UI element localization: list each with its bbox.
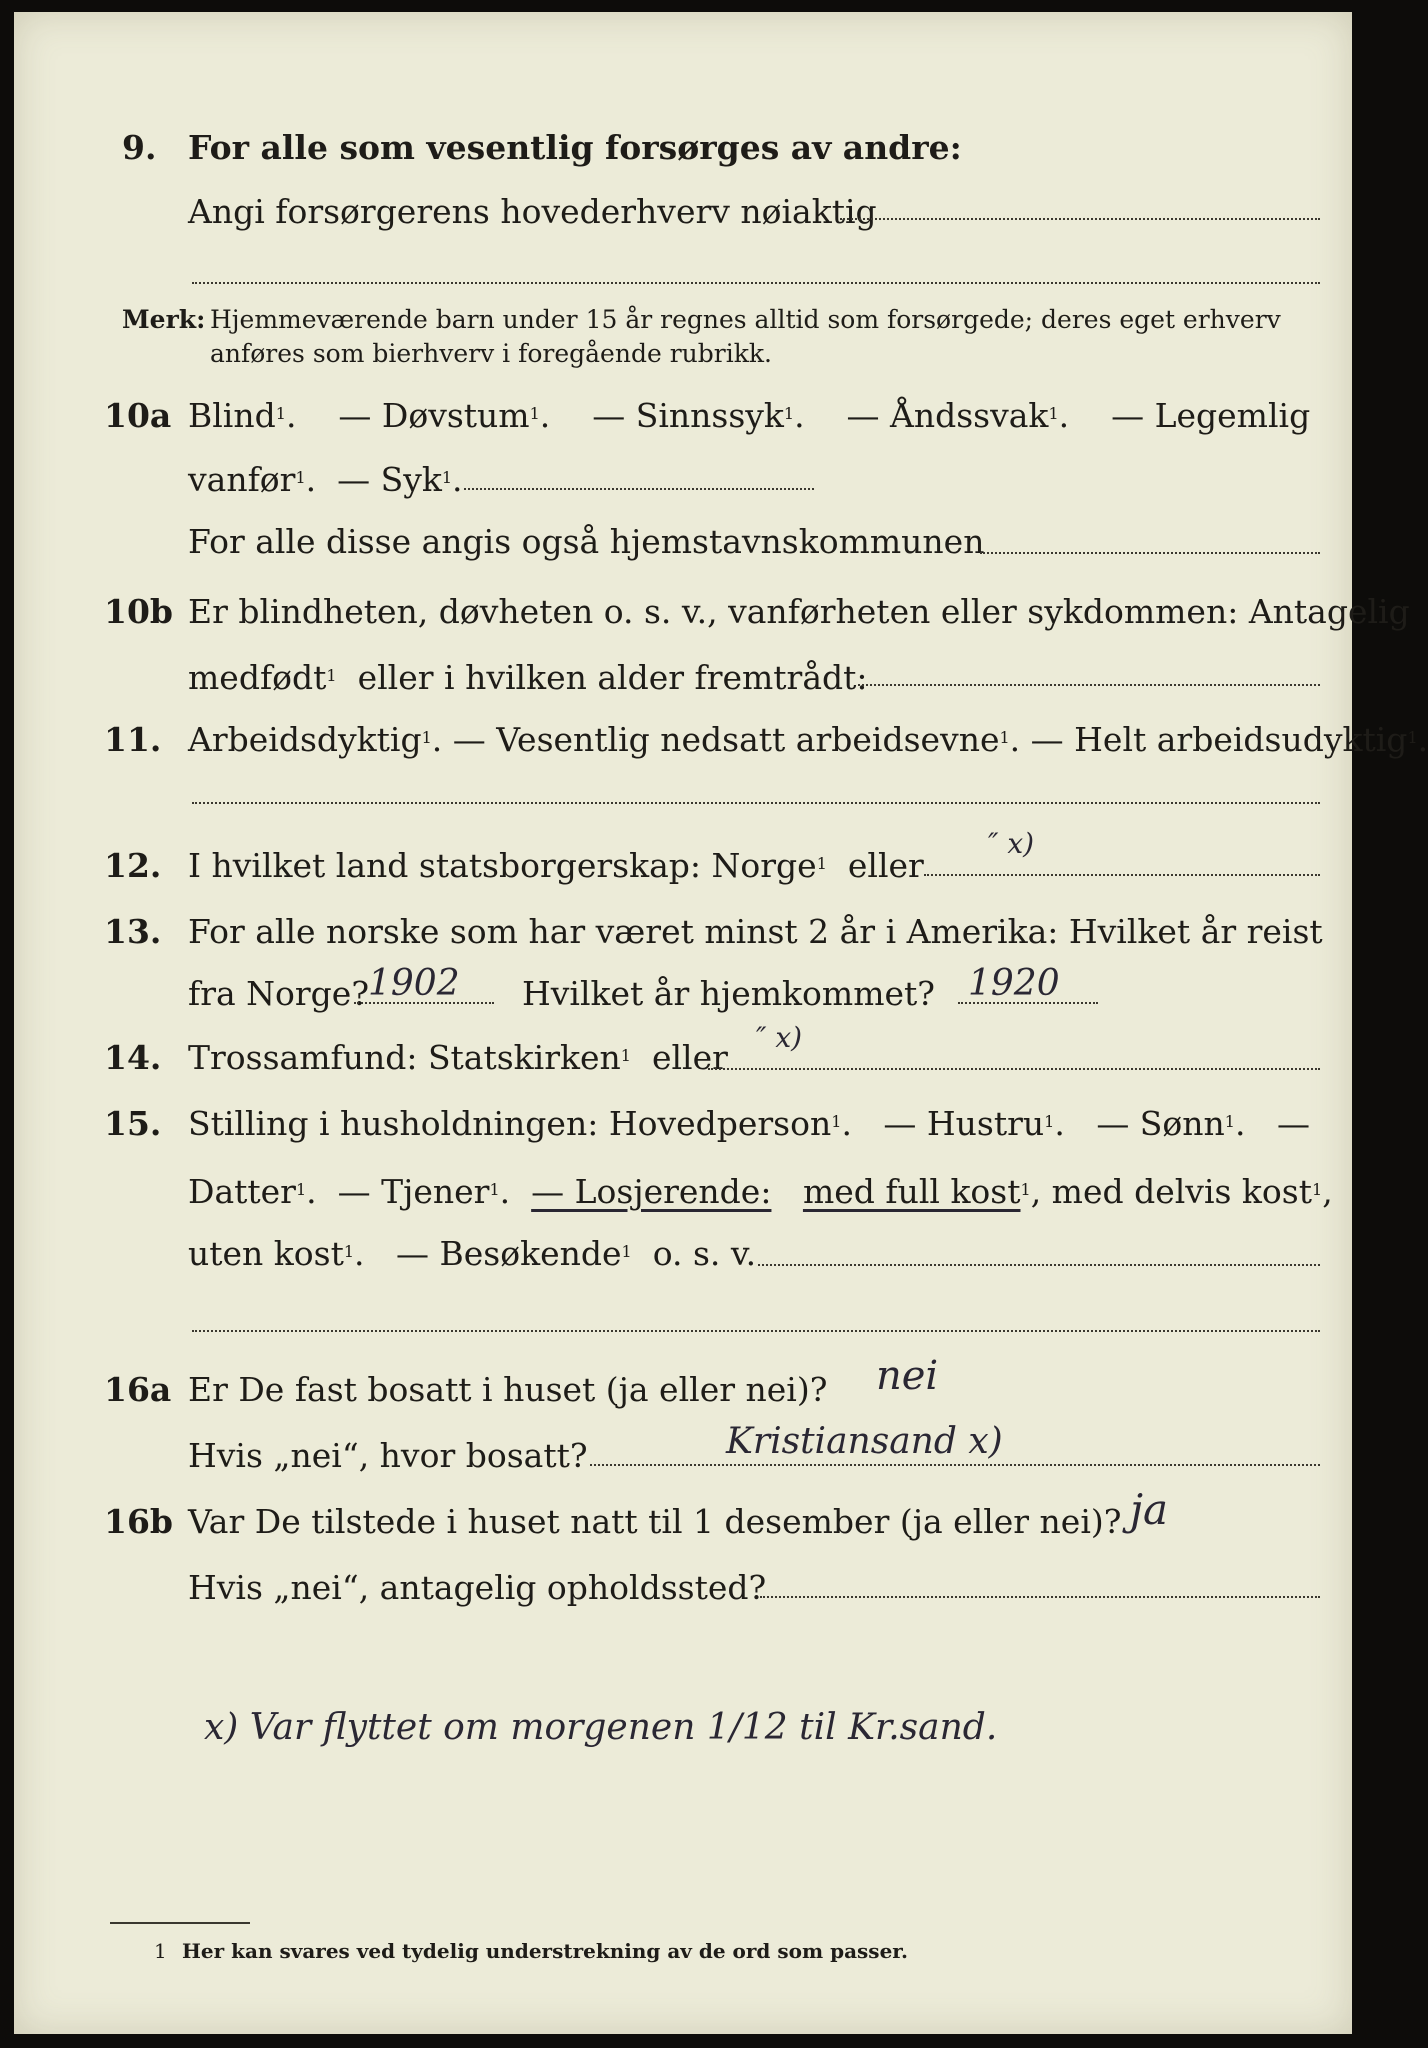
q16b-line2: Hvis „nei“, antagelig opholdssted?	[188, 1568, 767, 1607]
sup-mark: 1	[489, 1180, 500, 1199]
q10a-line2: vanfør$^1$. — Syk$^1$.	[188, 460, 463, 499]
q14-line	[188, 1038, 728, 1078]
sup-mark: 1	[1407, 728, 1418, 747]
q15-hustru: — Hustru	[883, 1104, 1045, 1143]
sup-mark: 1	[1224, 1112, 1235, 1131]
q15-line2: Datter$^1$. — Tjener$^1$. — Losjerende: med full kost$^1$, med delvis kost$^1$,	[188, 1172, 1333, 1211]
q10a-line1: Blind$^1$. — Døvstum$^1$. — Sinnssyk$^1$. — Åndssvak$^1$. — Legemlig	[188, 396, 1311, 435]
sup-mark: 1	[1020, 1180, 1031, 1199]
q15-delvis-kost: , med delvis kost	[1030, 1172, 1312, 1211]
q10a-dovstum: — Døvstum	[338, 396, 530, 435]
sup-mark: 1	[529, 404, 540, 423]
merk-label: Merk:	[122, 305, 206, 334]
q10a-syk: — Syk	[337, 460, 442, 499]
q16a-answer2-line[interactable]	[590, 1464, 1320, 1466]
sup-mark: 1	[621, 1242, 632, 1261]
q15-losjerende: — Losjerende:	[531, 1172, 772, 1211]
q16b-answer1: ja	[1130, 1485, 1169, 1534]
q10a-blind: Blind	[188, 396, 276, 435]
q15-osv: o. s. v.	[652, 1234, 757, 1273]
footnote-rule	[110, 1922, 250, 1924]
sup-mark: 1	[999, 728, 1010, 747]
q13-line1: For alle norske som har været minst 2 år i Amerika: Hvilket år reist	[188, 912, 1323, 951]
q16a-number: 16a	[104, 1370, 172, 1409]
q10a-answer-line[interactable]	[464, 488, 814, 490]
footnote-text: Her kan svares ved tydelig understrekning av de ord som passer.	[182, 1939, 908, 1963]
q12-eller: eller	[847, 846, 924, 885]
q10b-alder: eller i hvilken alder fremtrådt:	[357, 658, 868, 697]
sup-mark: 1	[295, 1180, 307, 1199]
q12-text: I hvilket land statsborgerskap: Norge	[188, 846, 817, 885]
q15-hovedperson: Stilling i husholdningen: Hovedperson	[188, 1104, 832, 1143]
census-form-page	[14, 12, 1428, 2034]
q10b-answer-line[interactable]	[858, 684, 1320, 686]
q15-dash: —	[1276, 1104, 1310, 1143]
q10b-number: 10b	[104, 592, 173, 631]
merk-line2: anføres som bierhverv i foregående rubrikk.	[210, 339, 772, 368]
q13-answer2: 1920	[968, 963, 1060, 1004]
q9-line2: Angi forsørgerens hovederhverv nøiaktig	[188, 192, 877, 231]
q10a-andssvak: — Åndssvak	[846, 396, 1049, 435]
sup-mark: 1	[783, 404, 795, 423]
q15-full-kost: med full kost	[802, 1172, 1021, 1211]
q15-datter: Datter	[188, 1172, 296, 1211]
q13-number: 13.	[104, 912, 162, 951]
q10a-vanfor: vanfør	[188, 460, 296, 499]
q10a-number: 10a	[104, 396, 172, 435]
q11-number: 11.	[104, 720, 162, 759]
q10a-line3: For alle disse angis også hjemstavnskommunen	[188, 522, 985, 561]
q15-line1: Stilling i husholdningen: Hovedperson$^1$. — Hustru$^1$. — Sønn$^1$. —	[188, 1104, 1310, 1143]
sup-mark: 1	[295, 468, 306, 487]
q12-answer-line[interactable]	[924, 874, 1320, 876]
q10a-hjemstavn-line[interactable]	[980, 552, 1320, 554]
sup-mark: 1	[343, 1242, 355, 1261]
q16b-answer2-line[interactable]	[760, 1596, 1320, 1598]
q16a-line2: Hvis „nei“, hvor bosatt?	[188, 1436, 588, 1475]
q14-number: 14.	[104, 1038, 162, 1077]
q13-line2a: fra Norge?	[188, 974, 370, 1013]
q16a-answer1: nei	[876, 1353, 939, 1399]
sup-mark: 1	[1312, 1180, 1323, 1199]
q11-arbeidsdyktig: Arbeidsdyktig	[188, 720, 422, 759]
q15-answer-line-2[interactable]	[192, 1330, 1320, 1332]
q15-sonn: — Sønn	[1096, 1104, 1225, 1143]
sup-mark: 1	[326, 666, 337, 685]
q10b-line1: Er blindheten, døvheten o. s. v., vanførheten eller sykdommen: Antagelig	[188, 592, 1410, 631]
q10b-medfodt: medfødt	[188, 658, 327, 697]
q12-line	[188, 846, 924, 886]
q16a-line1: Er De fast bosatt i huset (ja eller nei)?	[188, 1370, 828, 1409]
q11-udyktig: — Helt arbeidsudyktig	[1030, 720, 1408, 759]
q14-eller: eller	[651, 1038, 728, 1077]
q9-answer-line[interactable]	[840, 218, 1320, 220]
merk-line1: Hjemmeværende barn under 15 år regnes alltid som forsørgede; deres eget erhverv	[210, 305, 1281, 334]
q10a-legemlig: — Legemlig	[1111, 396, 1311, 435]
q11-line: Arbeidsdyktig$^1$. — Vesentlig nedsatt arbeidsevne$^1$. — Helt arbeidsudyktig$^1$.	[188, 720, 1428, 759]
q13-answer1: 1902	[368, 963, 460, 1004]
q12-number: 12.	[104, 846, 162, 885]
sup-mark: 1	[441, 468, 453, 487]
q9-answer-line-2[interactable]	[192, 282, 1320, 284]
q15-number: 15.	[104, 1104, 162, 1143]
sup-mark: 1	[1048, 404, 1059, 423]
sup-mark: 1	[816, 854, 827, 873]
q10b-line2	[188, 658, 868, 698]
q15-answer-line[interactable]	[758, 1264, 1320, 1266]
q15-line3: uten kost$^1$. — Besøkende$^1$ o. s. v.	[188, 1234, 757, 1273]
q9-number: 9.	[122, 128, 157, 167]
sup-mark: 1	[275, 404, 286, 423]
sup-mark: 1	[620, 1046, 631, 1065]
sup-mark: 1	[421, 728, 432, 747]
q13-line2b: Hvilket år hjemkommet?	[522, 974, 935, 1013]
q15-besokende: — Besøkende	[396, 1234, 622, 1273]
q10a-sinnssyk: — Sinnssyk	[592, 396, 784, 435]
q16a-answer2: Kristiansand x)	[726, 1421, 1003, 1462]
q15-uten-kost: uten kost	[188, 1234, 344, 1273]
footnote-mark: 1	[154, 1939, 167, 1963]
q11-nedsatt: — Vesentlig nedsatt arbeidsevne	[452, 720, 1000, 759]
q15-tjener: — Tjener	[337, 1172, 490, 1211]
q14-text: Trossamfund: Statskirken	[188, 1038, 621, 1077]
q14-answer-line[interactable]	[708, 1068, 1320, 1070]
q14-answer: ″ x)	[756, 1021, 803, 1054]
handwritten-note: x) Var flyttet om morgenen 1/12 til Kr.sand.	[204, 1707, 998, 1748]
q12-answer: ″ x)	[988, 827, 1035, 860]
q16b-number: 16b	[104, 1502, 173, 1541]
q16b-line1: Var De tilstede i huset natt til 1 desember (ja eller nei)?	[188, 1502, 1122, 1541]
q11-answer-line[interactable]	[192, 802, 1320, 804]
sup-mark: 1	[831, 1112, 842, 1131]
sup-mark: 1	[1044, 1112, 1055, 1131]
q9-title: For alle som vesentlig forsørges av andre:	[188, 128, 962, 167]
